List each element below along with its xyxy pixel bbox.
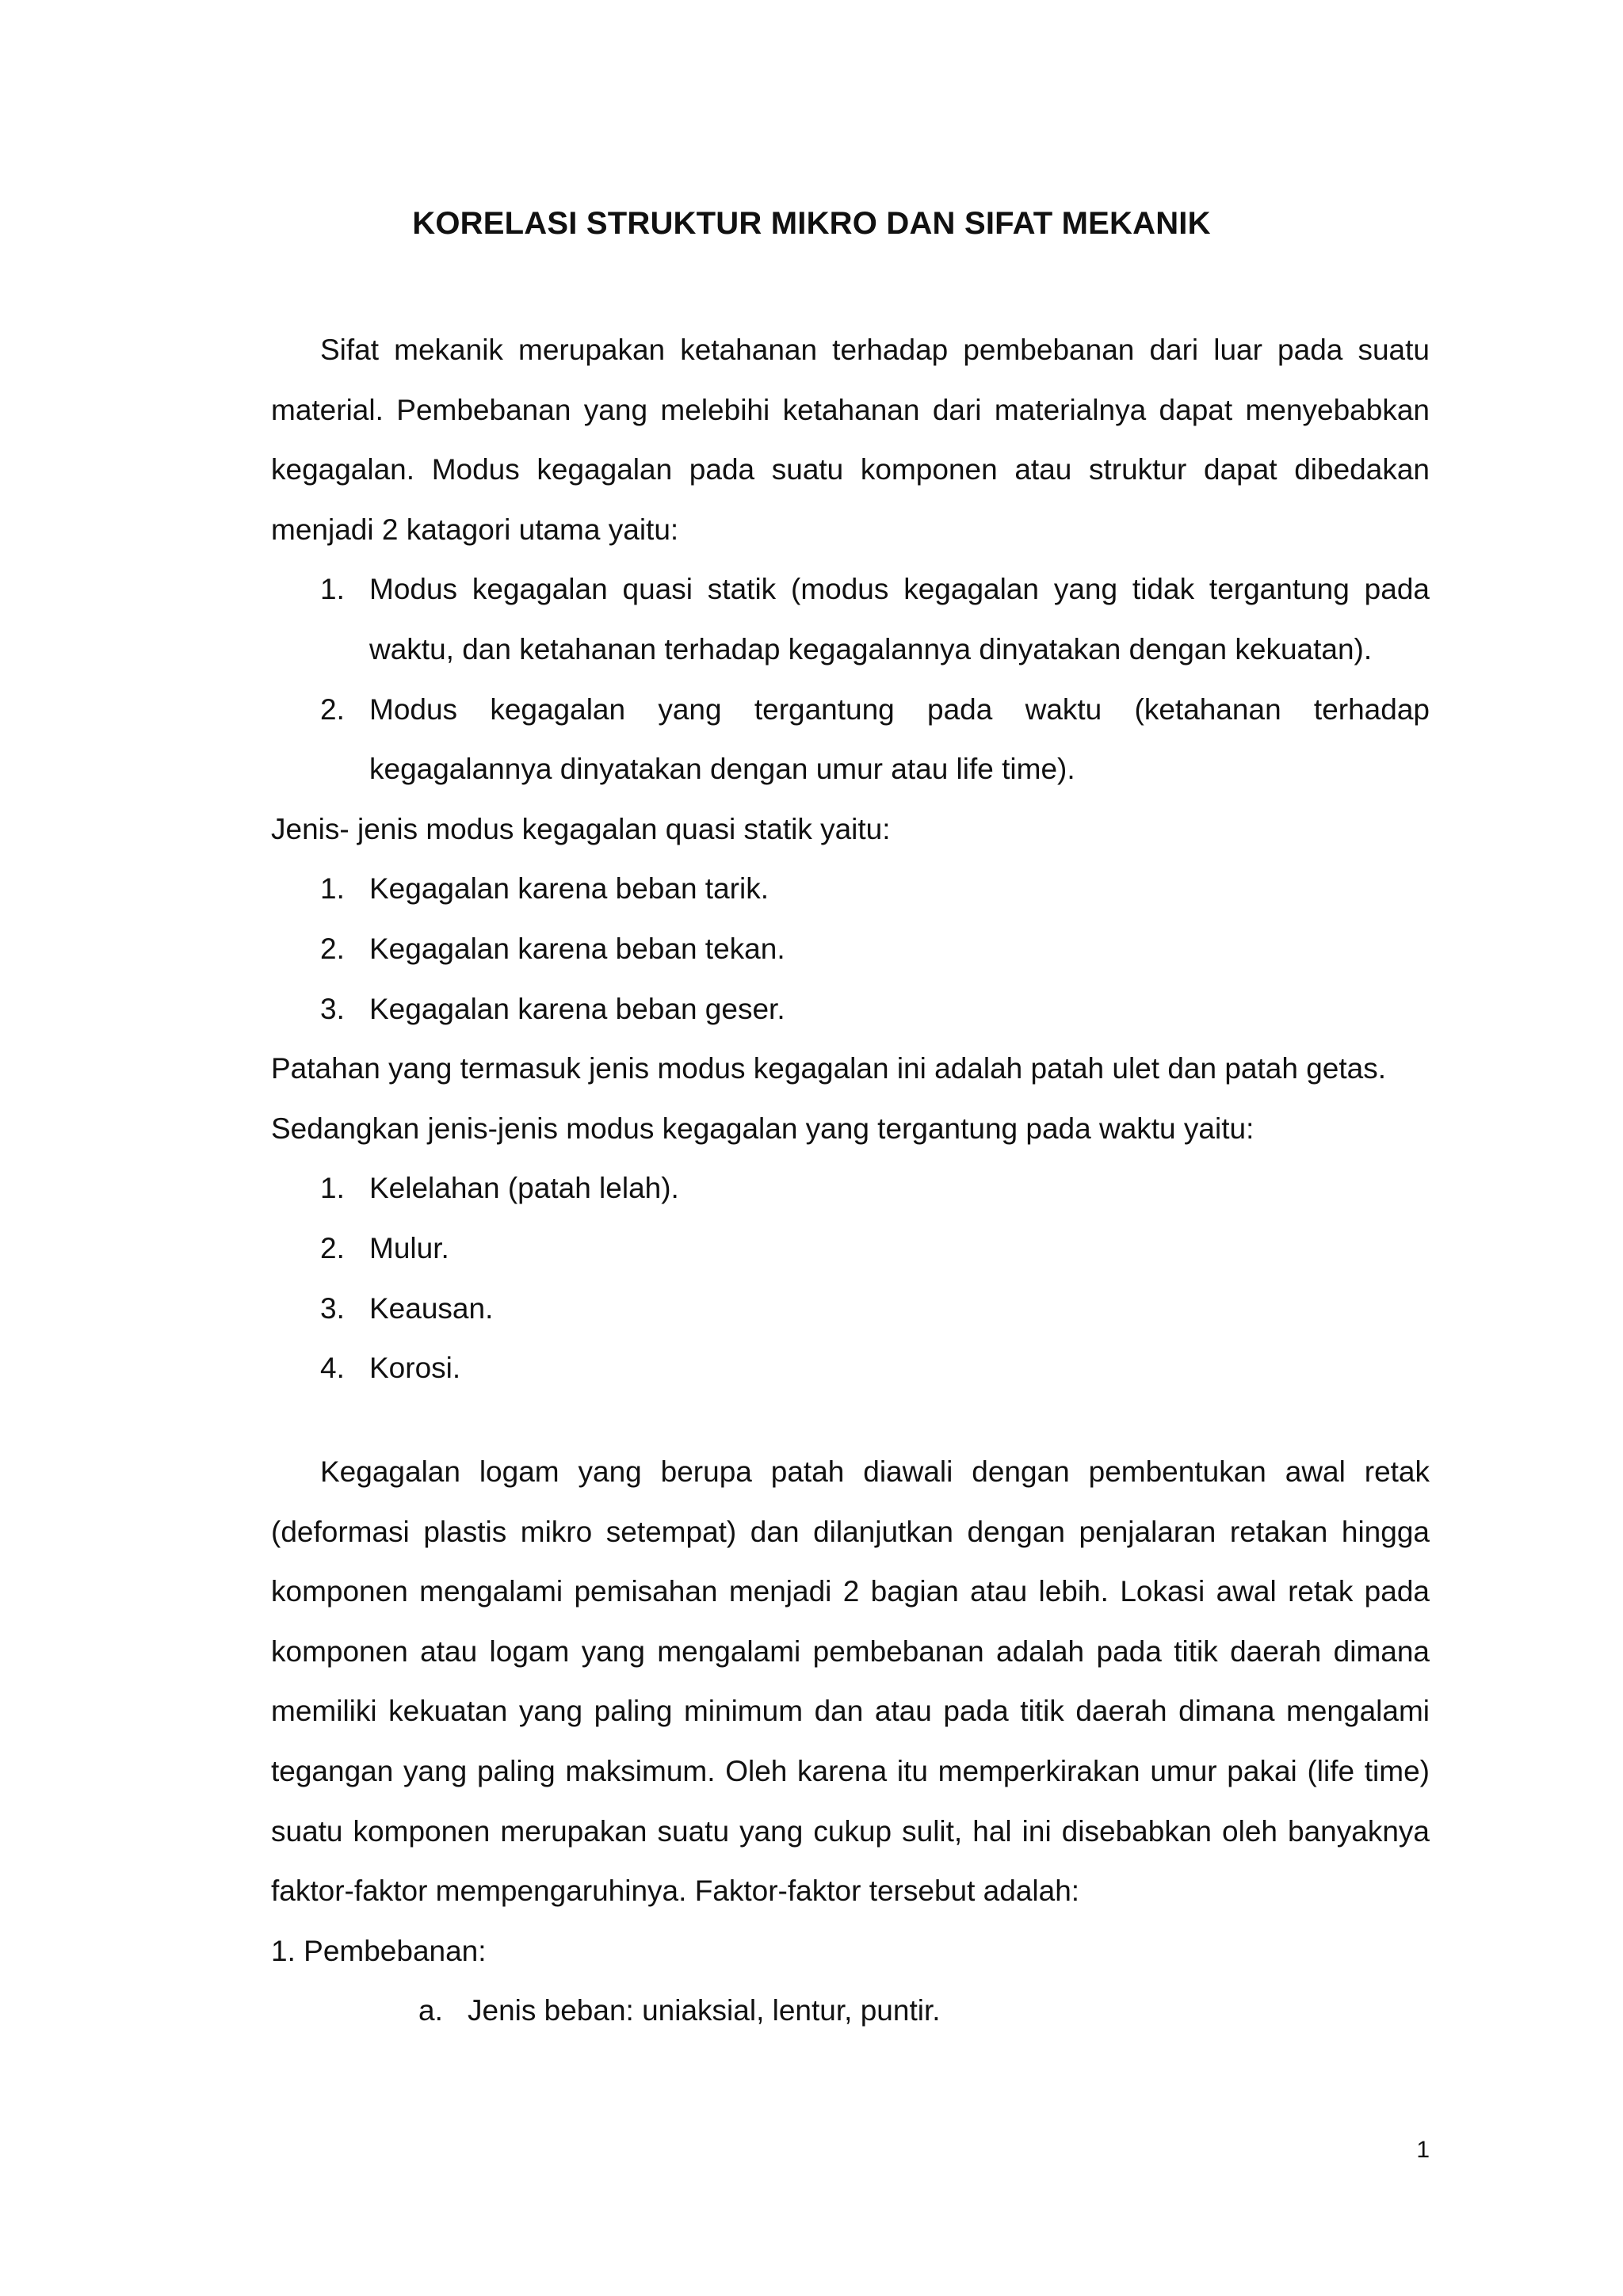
list-number: 3. xyxy=(320,1291,345,1325)
factor-heading: 1. Pembebanan: xyxy=(271,1934,487,1967)
list-item-text: Kegagalan karena beban tekan. xyxy=(369,932,785,965)
document-body-bottom xyxy=(271,1442,1430,2041)
list-number: 1. xyxy=(320,872,345,906)
list-number: 1. xyxy=(320,1172,345,1205)
list-number: 2. xyxy=(320,692,345,726)
list-item xyxy=(271,919,1430,979)
quasi-static-intro: Jenis- jenis modus kegagalan quasi statik yaitu: xyxy=(271,812,891,845)
fracture-sentence: Patahan yang termasuk jenis modus kegagalan ini adalah patah ulet dan patah getas. xyxy=(271,1052,1386,1085)
list-number: 2. xyxy=(320,1231,345,1264)
quasi-static-type-list xyxy=(271,859,1430,1039)
intro-paragraph: Sifat mekanik merupakan ketahanan terhadap pembebanan dari luar pada suatu material. Pembebanan yang melebihi ketahanan dari materialnya dapat menyebabkan kegagalan. Modus kegagalan pada suatu komponen atau struktur dapat dibedakan menjadi 2 katagori utama yaitu: xyxy=(271,334,1430,546)
list-item-text: Modus kegagalan quasi statik (modus kegagalan yang tidak tergantung pada waktu, dan ketahanan terhadap kegagalannya dinyatakan dengan kekuatan). xyxy=(369,573,1430,666)
list-item xyxy=(271,1158,1430,1219)
list-item-text: Kegagalan karena beban geser. xyxy=(369,992,785,1025)
list-item-text: Kegagalan karena beban tarik. xyxy=(369,872,769,906)
document-title: KORELASI STRUKTUR MIKRO DAN SIFAT MEKANIK xyxy=(412,206,1211,241)
list-item xyxy=(271,559,1430,679)
list-item xyxy=(271,859,1430,919)
time-dependent-intro: Sedangkan jenis-jenis modus kegagalan yang tergantung pada waktu yaitu: xyxy=(271,1112,1254,1145)
factor-sub-list xyxy=(271,1981,1430,2041)
page-number: 1 xyxy=(1416,2137,1430,2163)
list-item-text: Mulur. xyxy=(369,1231,449,1264)
list-letter: a. xyxy=(418,1994,443,2027)
document-body-top xyxy=(271,320,1430,1398)
list-item xyxy=(271,979,1430,1039)
list-number: 1. xyxy=(320,573,345,606)
list-item-text: Keausan. xyxy=(369,1291,494,1325)
list-number: 3. xyxy=(320,992,345,1025)
list-number: 4. xyxy=(320,1352,345,1385)
list-item xyxy=(271,1279,1430,1339)
list-item xyxy=(271,1219,1430,1279)
list-item xyxy=(271,1981,1430,2041)
list-item-text: Modus kegagalan yang tergantung pada waktu (ketahanan terhadap kegagalannya dinyatakan dengan umur atau life time). xyxy=(369,692,1430,786)
list-number: 2. xyxy=(320,932,345,965)
list-item-text: Korosi. xyxy=(369,1352,461,1385)
list-item-text: Kelelahan (patah lelah). xyxy=(369,1172,679,1205)
list-item xyxy=(271,680,1430,799)
failure-paragraph: Kegagalan logam yang berupa patah diawali dengan pembentukan awal retak (deformasi plastis mikro setempat) dan dilanjutkan dengan penjalaran retakan hingga komponen mengalami pemisahan menjadi 2 bagian atau lebih. Lokasi awal retak pada komponen atau logam yang mengalami pembebanan adalah pada titik daerah dimana memiliki kekuatan yang paling minimum dan atau pada titik daerah dimana mengalami tegangan yang paling maksimum. Oleh karena itu memperkirakan umur pakai (life time) suatu komponen merupakan suatu yang cukup sulit, hal ini disebabkan oleh banyaknya faktor-faktor mempengaruhinya. Faktor-faktor tersebut adalah: xyxy=(271,1455,1430,1908)
list-item-text: Jenis beban: uniaksial, lentur, puntir. xyxy=(468,1994,941,2027)
time-dependent-type-list xyxy=(271,1158,1430,1398)
failure-category-list xyxy=(271,559,1430,799)
list-item xyxy=(271,1338,1430,1398)
